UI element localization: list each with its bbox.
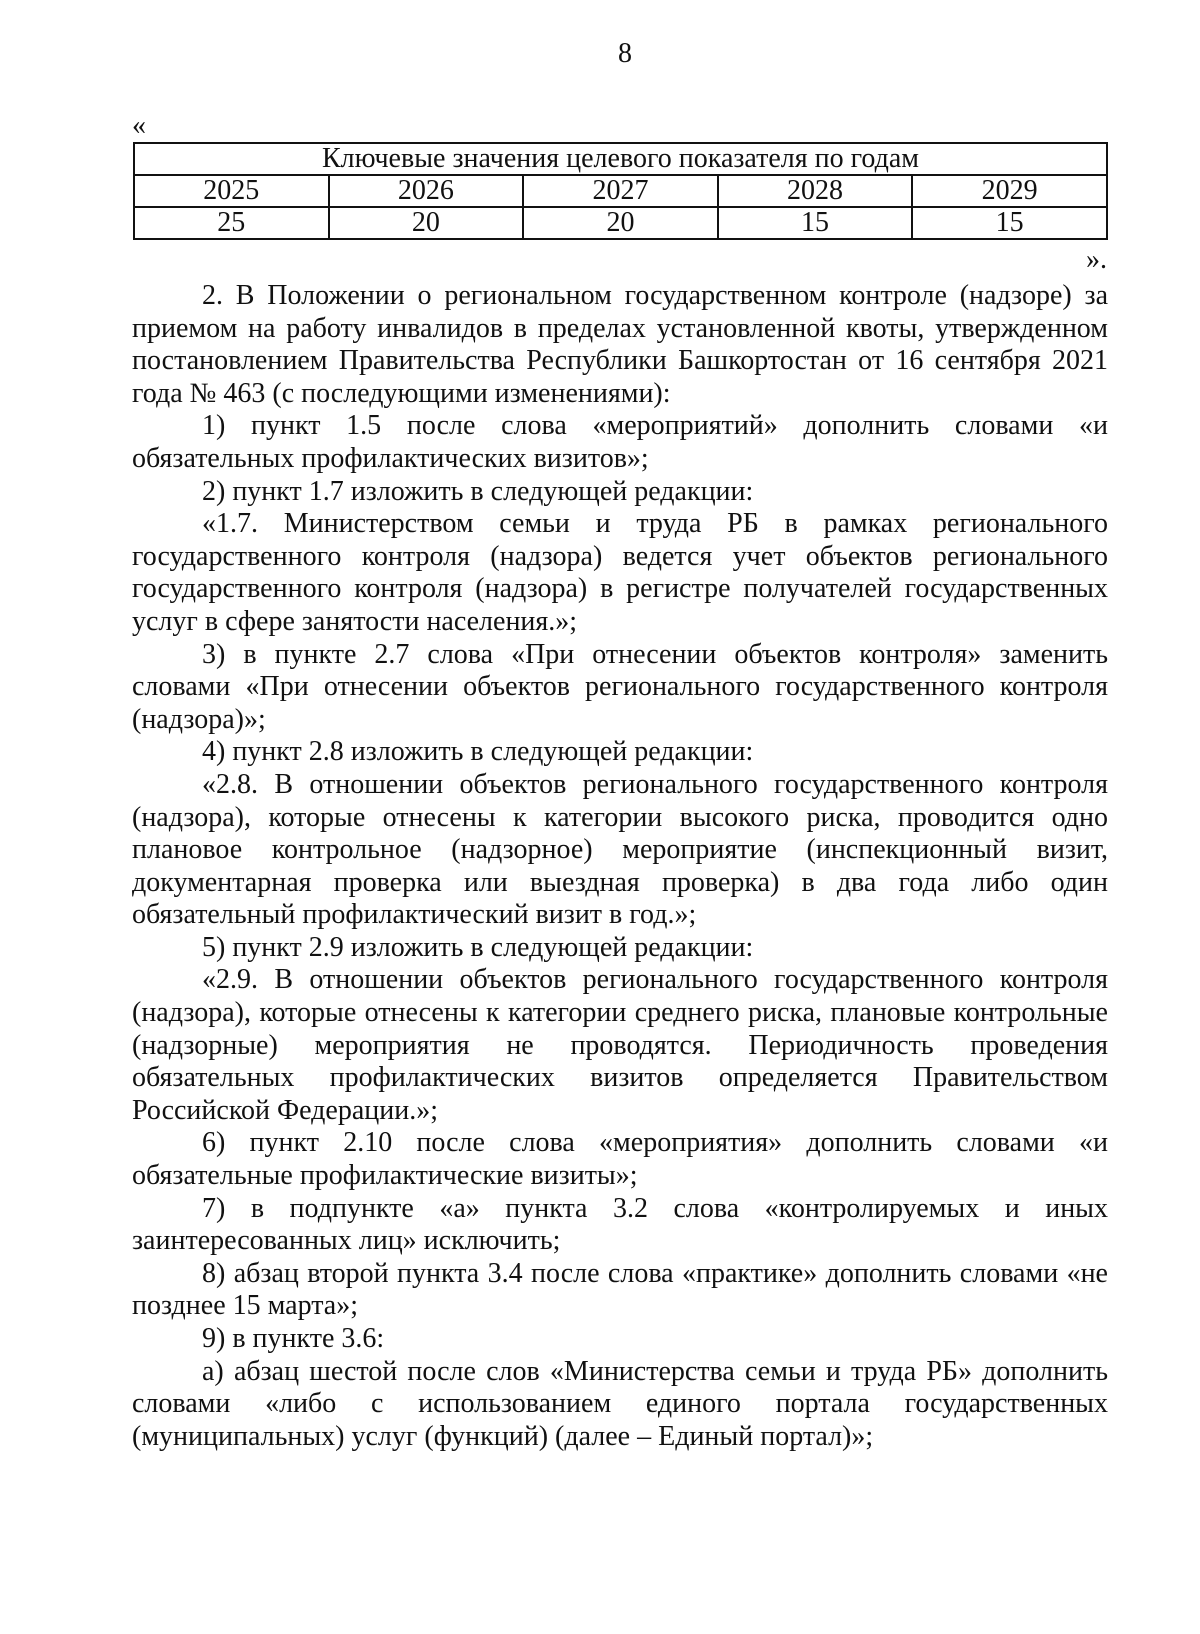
year-cell: 2028 xyxy=(718,175,913,207)
closing-quote: ». xyxy=(1086,244,1107,275)
paragraph-item-7: 7) в подпункте «а» пункта 3.2 слова «контролируемых и иных заинтересованных лиц» исключить; xyxy=(132,1192,1108,1257)
table-header-row xyxy=(134,143,1107,175)
value-cell: 25 xyxy=(134,207,329,239)
paragraph-item-6: 6) пункт 2.10 после слова «мероприятия» дополнить словами «и обязательные профилактические визиты»; xyxy=(132,1127,1108,1192)
document-body xyxy=(132,280,1108,1453)
value-cell: 15 xyxy=(912,207,1107,239)
year-cell: 2025 xyxy=(134,175,329,207)
paragraph-intro: 2. В Положении о региональном государственном контроле (надзоре) за приемом на работу инвалидов в пределах установленной квоты, утвержденном постановлением Правительства Республики Башкортостан от 16 сентября 2021 года № 463 (с последующими изменениями): xyxy=(132,280,1108,409)
page-number: 8 xyxy=(618,38,632,69)
table-header: Ключевые значения целевого показателя по годам xyxy=(134,143,1107,175)
year-cell: 2027 xyxy=(523,175,718,207)
key-values-table xyxy=(133,142,1108,240)
paragraph-item-1: 1) пункт 1.5 после слова «мероприятий» дополнить словами «и обязательных профилактических визитов»; xyxy=(132,410,1108,474)
paragraph-quote-2-8: «2.8. В отношении объектов регионального государственного контроля (надзора), которые отнесены к категории высокого риска, проводится одно плановое контрольное (надзорное) мероприятие (инспекционный визит, документарная проверка или выездная проверка) в два года либо один обязательный профилактический визит в год.»; xyxy=(132,768,1108,931)
year-cell: 2026 xyxy=(329,175,524,207)
paragraph-item-9: 9) в пункте 3.6: xyxy=(202,1323,385,1354)
value-cell: 15 xyxy=(718,207,913,239)
opening-quote: « xyxy=(132,110,146,141)
paragraph-item-3: 3) в пункте 2.7 слова «При отнесении объектов контроля» заменить словами «При отнесении объектов регионального государственного контроля (надзора)»; xyxy=(132,638,1108,735)
table-values-row xyxy=(134,207,1107,239)
value-cell: 20 xyxy=(329,207,524,239)
paragraph-quote-2-9: «2.9. В отношении объектов регионального государственного контроля (надзора), которые отнесены к категории среднего риска, плановые контрольные (надзорные) мероприятия не проводятся. Периодичность проведения обязательных профилактических визитов определяется Правительством Российской Федерации.»; xyxy=(132,964,1108,1126)
paragraph-quote-1-7: «1.7. Министерством семьи и труда РБ в рамках регионального государственного контроля (надзора) ведется учет объектов регионального государственного контроля (надзора) в регистре получателей государственных услуг в сфере занятости населения.»; xyxy=(132,508,1108,637)
year-cell: 2029 xyxy=(912,175,1107,207)
value-cell: 20 xyxy=(523,207,718,239)
paragraph-subitem-a: а) абзац шестой после слов «Министерства семьи и труда РБ» дополнить словами «либо с использованием единого портала государственных (муниципальных) услуг (функций) (далее – Единый портал)»; xyxy=(132,1355,1108,1452)
paragraph-item-5: 5) пункт 2.9 изложить в следующей редакции: xyxy=(202,931,754,963)
paragraph-item-8: 8) абзац второй пункта 3.4 после слова «практике» дополнить словами «не позднее 15 марта»; xyxy=(132,1257,1108,1322)
paragraph-item-2: 2) пункт 1.7 изложить в следующей редакции: xyxy=(202,475,754,507)
paragraph-item-4: 4) пункт 2.8 изложить в следующей редакции: xyxy=(202,736,754,768)
table-years-row xyxy=(134,175,1107,207)
